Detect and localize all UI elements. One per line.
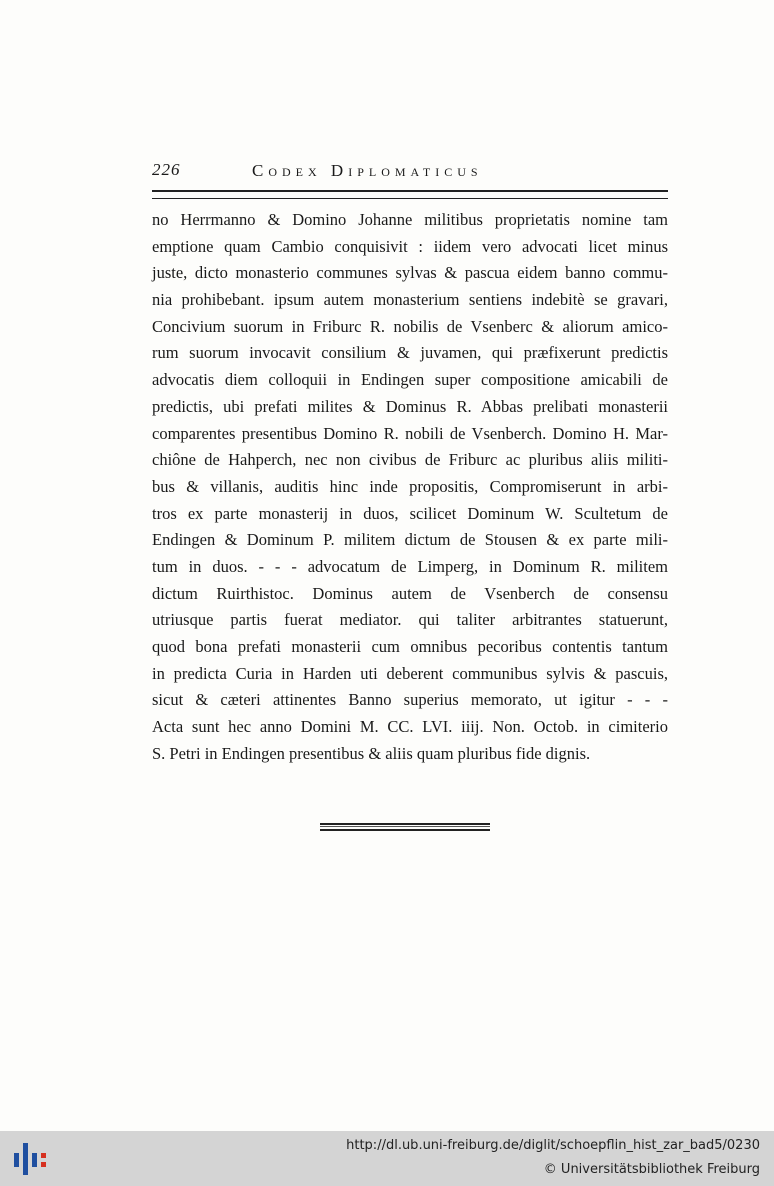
text-line: rum suorum invocavit consilium & juvamen, qui præfixerunt predictis bbox=[152, 343, 668, 363]
document-body bbox=[152, 207, 668, 767]
text-line: tum in duos. - - - advocatum de Limperg, in Dominum R. militem bbox=[152, 556, 668, 576]
text-line: comparentes presentibus Domino R. nobili de Vsenberch. Domino H. Mar- bbox=[152, 423, 668, 443]
page-header bbox=[152, 160, 668, 184]
text-line: emptione quam Cambio conquisivit : iidem vero advocati licet minus bbox=[152, 236, 668, 256]
text-line: quod bona prefati monasterii cum omnibus pecoribus contentis tantum bbox=[152, 637, 668, 656]
text-line: advocatis diem colloquii in Endingen super compositione amicabili de bbox=[152, 370, 668, 390]
end-ornament-rule bbox=[320, 823, 490, 831]
text-line: utriusque partis fuerat mediator. qui taliter arbitrantes statuerunt, bbox=[152, 610, 668, 630]
text-line: juste, dicto monasterio communes sylvas & pascua eidem banno commu- bbox=[152, 263, 668, 283]
text-line: in predicta Curia in Harden uti deberent communibus sylvis & pascuis, bbox=[152, 663, 668, 683]
text-line: nia prohibebant. ipsum autem monasterium sentiens indebitè se gravari, bbox=[152, 290, 668, 310]
text-line: Concivium suorum in Friburc R. nobilis de Vsenberc & aliorum amico- bbox=[152, 316, 668, 336]
text-line: Acta sunt hec anno Domini M. CC. LVI. iiij. Non. Octob. in cimiterio bbox=[152, 717, 668, 737]
viewer-footer bbox=[0, 1131, 774, 1186]
copyright-notice: © Universitätsbibliothek Freiburg bbox=[543, 1162, 760, 1177]
text-line: no Herrmanno & Domino Johanne militibus proprietatis nomine tam bbox=[152, 210, 668, 229]
permalink-url[interactable]: http://dl.ub.uni-freiburg.de/diglit/schoepflin_hist_zar_bad5/0230 bbox=[346, 1138, 760, 1153]
header-rule bbox=[152, 190, 668, 199]
text-line: bus & villanis, auditis hinc inde propositis, Compromiserunt in arbi- bbox=[152, 476, 668, 496]
text-line: sicut & cæteri attinentes Banno superius memorato, ut igitur - - - bbox=[152, 690, 668, 710]
page-number: 226 bbox=[152, 160, 181, 179]
ub-freiburg-logo-icon[interactable] bbox=[10, 1139, 50, 1179]
text-line: chiône de Hahperch, nec non civibus de Friburc ac pluribus aliis militi- bbox=[152, 450, 668, 470]
text-line: tros ex parte monasterij in duos, scilicet Dominum W. Scultetum de bbox=[152, 503, 668, 523]
text-line: predictis, ubi prefati milites & Dominus R. Abbas prelibati monasterii bbox=[152, 396, 668, 416]
text-line-last: S. Petri in Endingen presentibus & aliis quam pluribus fide dignis. bbox=[152, 743, 591, 763]
running-title: Codex Diplomaticus bbox=[252, 161, 483, 180]
text-line: Endingen & Dominum P. militem dictum de Stousen & ex parte mili- bbox=[152, 530, 668, 550]
text-line: dictum Ruirthistoc. Dominus autem de Vsenberch de consensu bbox=[152, 583, 668, 603]
